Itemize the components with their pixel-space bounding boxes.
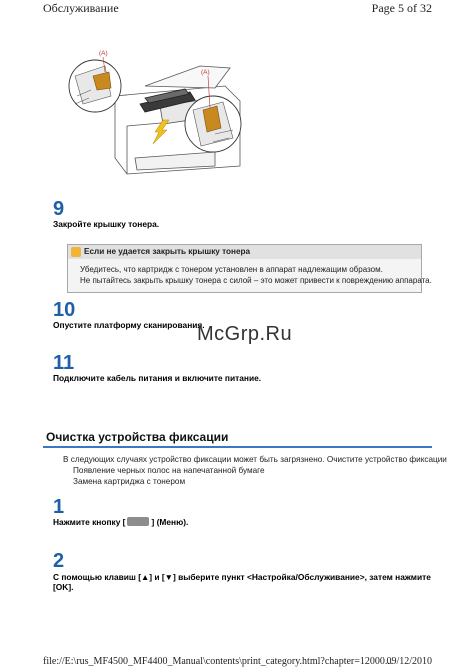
note-box [67, 244, 432, 293]
watermark: McGrp.Ru [197, 323, 293, 345]
warning-icon [71, 247, 81, 257]
menu-key-icon [127, 517, 149, 526]
header-section: Обслуживание [43, 1, 119, 15]
section-title: Очистка устройства фиксации [46, 430, 229, 444]
note-line-1: Убедитесь, что картридж с тонером установлен в аппарат надлежащим образом. [80, 265, 383, 274]
step-text-1-before: Нажмите кнопку [ [53, 517, 126, 527]
step-text-2-line-1: С помощью клавиш [▲] и [▼] выберите пункт <Настройка/Обслуживание>, затем нажмите [53, 572, 431, 582]
note-header [68, 245, 421, 259]
step-number-1: 1 [53, 496, 65, 518]
section-bullet-2: Замена картриджа с тонером [73, 477, 186, 486]
section-intro: В следующих случаях устройство фиксации может быть загрязнено. Очистите устройство фиксации [63, 455, 447, 464]
footer-date: 09/12/2010 [386, 656, 432, 667]
step-text-2-line-2: [OK]. [53, 582, 74, 592]
callout-a-right: (A) [201, 69, 210, 76]
step-number-2: 2 [53, 550, 65, 572]
section-bullet-1: Появление черных полос на напечатанной бумаге [73, 466, 265, 475]
footer-path: file://E:\rus_MF4500_MF4400_Manual\contents\print_category.html?chapter=12000... [43, 656, 393, 667]
step-number-10: 10 [53, 299, 76, 321]
note-line-2: Не пытайтесь закрыть крышку тонера с силой – это может привести к повреждению аппарата. [80, 276, 432, 285]
callout-a-left: (A) [99, 50, 108, 57]
header-page-number: Page 5 of 32 [371, 1, 432, 15]
section-rule [43, 446, 432, 448]
step-text-11: Подключите кабель питания и включите питание. [53, 373, 262, 383]
step-number-9: 9 [53, 198, 65, 220]
step-text-10: Опустите платформу сканирования. [53, 320, 205, 330]
note-title: Если не удается закрыть крышку тонера [84, 247, 251, 256]
printer-illustration [65, 46, 305, 188]
step-number-11: 11 [53, 352, 75, 374]
step-text-9: Закройте крышку тонера. [53, 219, 160, 229]
step-text-1-after: ] (Меню). [151, 517, 189, 527]
detail-circle-right [185, 96, 241, 152]
step-text-1 [53, 517, 188, 527]
detail-circle-left [69, 60, 121, 112]
